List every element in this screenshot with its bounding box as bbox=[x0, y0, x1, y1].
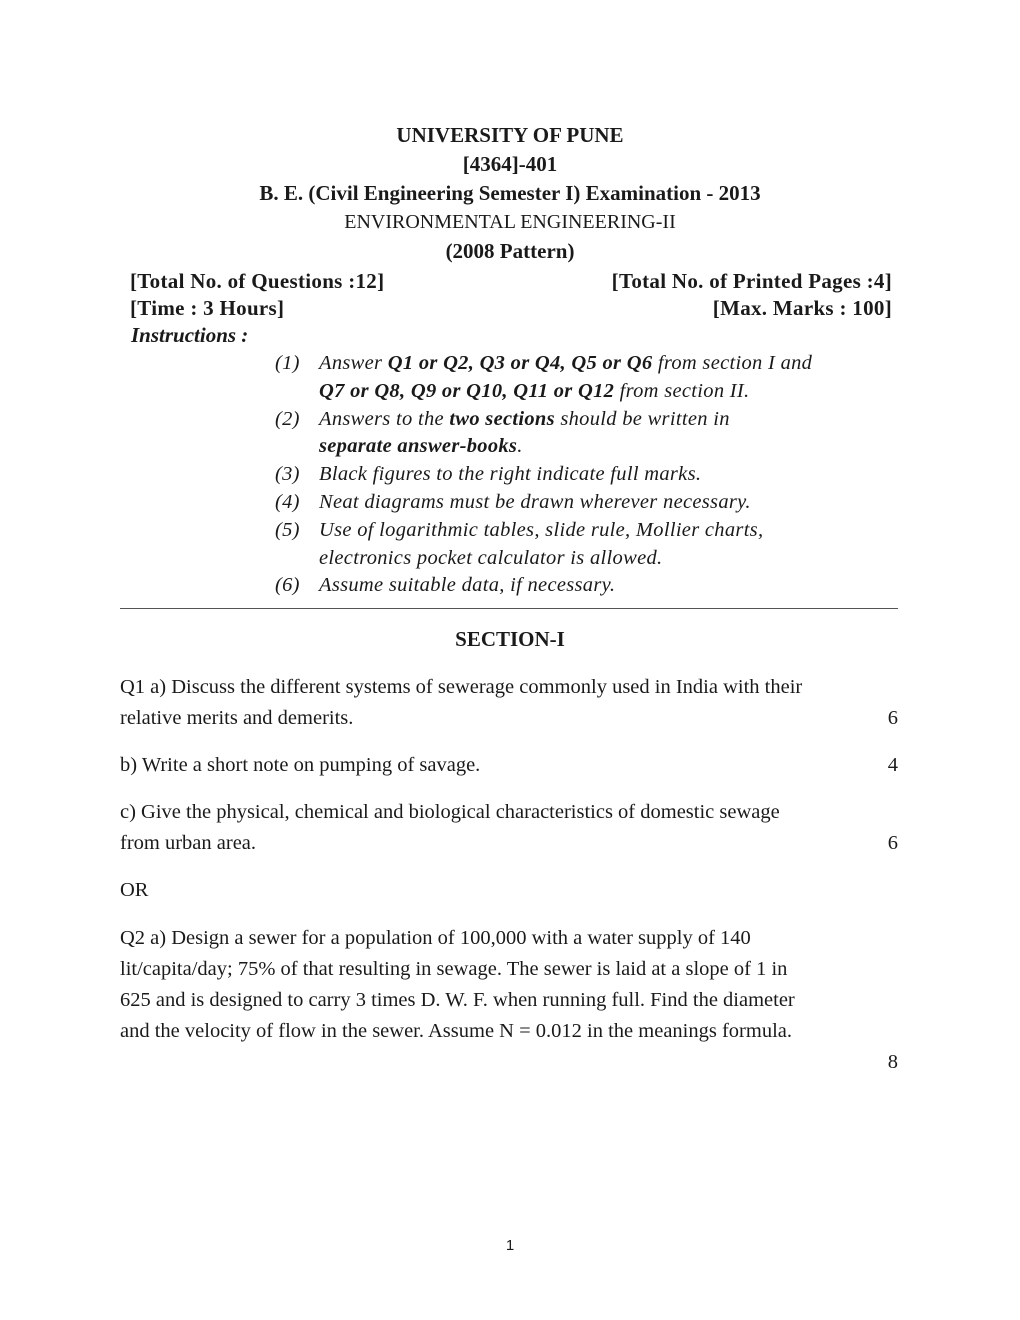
page-number: 1 bbox=[505, 1237, 515, 1254]
instruction-number: (3) bbox=[275, 463, 300, 486]
instruction-item bbox=[275, 461, 895, 489]
total-questions: [Total No. of Questions :12] bbox=[130, 269, 385, 293]
instruction-number: (1) bbox=[275, 352, 300, 374]
paper-header bbox=[0, 121, 1020, 266]
instruction-text: . bbox=[517, 435, 523, 458]
marks: 6 bbox=[887, 707, 898, 729]
university-name: UNIVERSITY OF PUNE bbox=[396, 123, 624, 147]
instruction-text: Black figures to the right indicate full marks. bbox=[319, 463, 702, 486]
exam-title: B. E. (Civil Engineering Semester I) Examination - 2013 bbox=[259, 181, 761, 205]
total-pages: [Total No. of Printed Pages :4] bbox=[611, 269, 892, 293]
marks: 4 bbox=[887, 754, 898, 776]
instructions-list bbox=[275, 350, 895, 600]
question-text: 625 and is designed to carry 3 times D. W. F. when running full. Find the diameter bbox=[120, 989, 795, 1011]
question-text: Q1 a) Discuss the different systems of sewerage commonly used in India with their bbox=[120, 676, 803, 698]
meta-row-time bbox=[130, 296, 892, 321]
paper-code: [4364]-401 bbox=[462, 152, 558, 176]
instruction-text: Answers to the bbox=[319, 407, 450, 430]
question-q1b bbox=[120, 750, 898, 781]
question-text: Q2 a) Design a sewer for a population of 100,000 with a water supply of 140 bbox=[120, 927, 751, 949]
instruction-text: electronics pocket calculator is allowed. bbox=[319, 546, 663, 569]
instruction-text: Assume suitable data, if necessary. bbox=[319, 574, 616, 597]
instruction-item bbox=[275, 406, 895, 462]
instruction-text: should be written in bbox=[554, 407, 730, 430]
instruction-item bbox=[275, 517, 895, 573]
instruction-number: (4) bbox=[275, 490, 300, 513]
subject-title: ENVIRONMENTAL ENGINEERING-II bbox=[344, 211, 676, 233]
time-allowed: [Time : 3 Hours] bbox=[130, 296, 285, 320]
question-q1a bbox=[120, 672, 898, 734]
instruction-bold: Q7 or Q8, Q9 or Q10, Q11 or Q12 bbox=[319, 379, 615, 402]
instruction-text: Use of logarithmic tables, slide rule, Mollier charts, bbox=[319, 518, 764, 541]
instruction-bold: Q1 or Q2, Q3 or Q4, Q5 or Q6 bbox=[387, 352, 653, 374]
instruction-item bbox=[275, 350, 895, 406]
instruction-bold: separate answer-books bbox=[319, 435, 518, 458]
instruction-number: (6) bbox=[275, 574, 300, 597]
max-marks: [Max. Marks : 100] bbox=[712, 296, 892, 320]
instructions-title: Instructions : bbox=[131, 323, 249, 347]
question-text: and the velocity of flow in the sewer. Assume N = 0.012 in the meanings formula. bbox=[120, 1020, 792, 1042]
instruction-text: Neat diagrams must be drawn wherever necessary. bbox=[319, 490, 751, 513]
question-q1c bbox=[120, 797, 898, 859]
or-separator: OR bbox=[120, 879, 149, 901]
instruction-bold: two sections bbox=[449, 407, 555, 430]
question-text: lit/capita/day; 75% of that resulting in sewage. The sewer is laid at a slope of 1 in bbox=[120, 958, 788, 980]
instruction-item bbox=[275, 489, 895, 517]
section-title: SECTION-I bbox=[455, 627, 565, 651]
instruction-text: from section II. bbox=[614, 379, 750, 402]
pattern: (2008 Pattern) bbox=[445, 239, 575, 263]
question-text: relative merits and demerits. bbox=[120, 707, 354, 729]
divider bbox=[120, 608, 898, 609]
question-q2a bbox=[120, 923, 898, 1078]
instruction-text: Answer bbox=[319, 352, 388, 374]
instruction-number: (5) bbox=[275, 518, 300, 541]
question-text: from urban area. bbox=[120, 832, 257, 854]
meta-row-questions bbox=[130, 269, 892, 294]
question-text: c) Give the physical, chemical and biological characteristics of domestic sewage bbox=[120, 801, 780, 823]
marks: 8 bbox=[887, 1051, 898, 1073]
question-text: b) Write a short note on pumping of savage. bbox=[120, 754, 481, 776]
instruction-number: (2) bbox=[275, 407, 300, 430]
marks: 6 bbox=[887, 832, 898, 854]
instruction-item bbox=[275, 572, 895, 600]
instruction-text: from section I and bbox=[652, 352, 813, 374]
